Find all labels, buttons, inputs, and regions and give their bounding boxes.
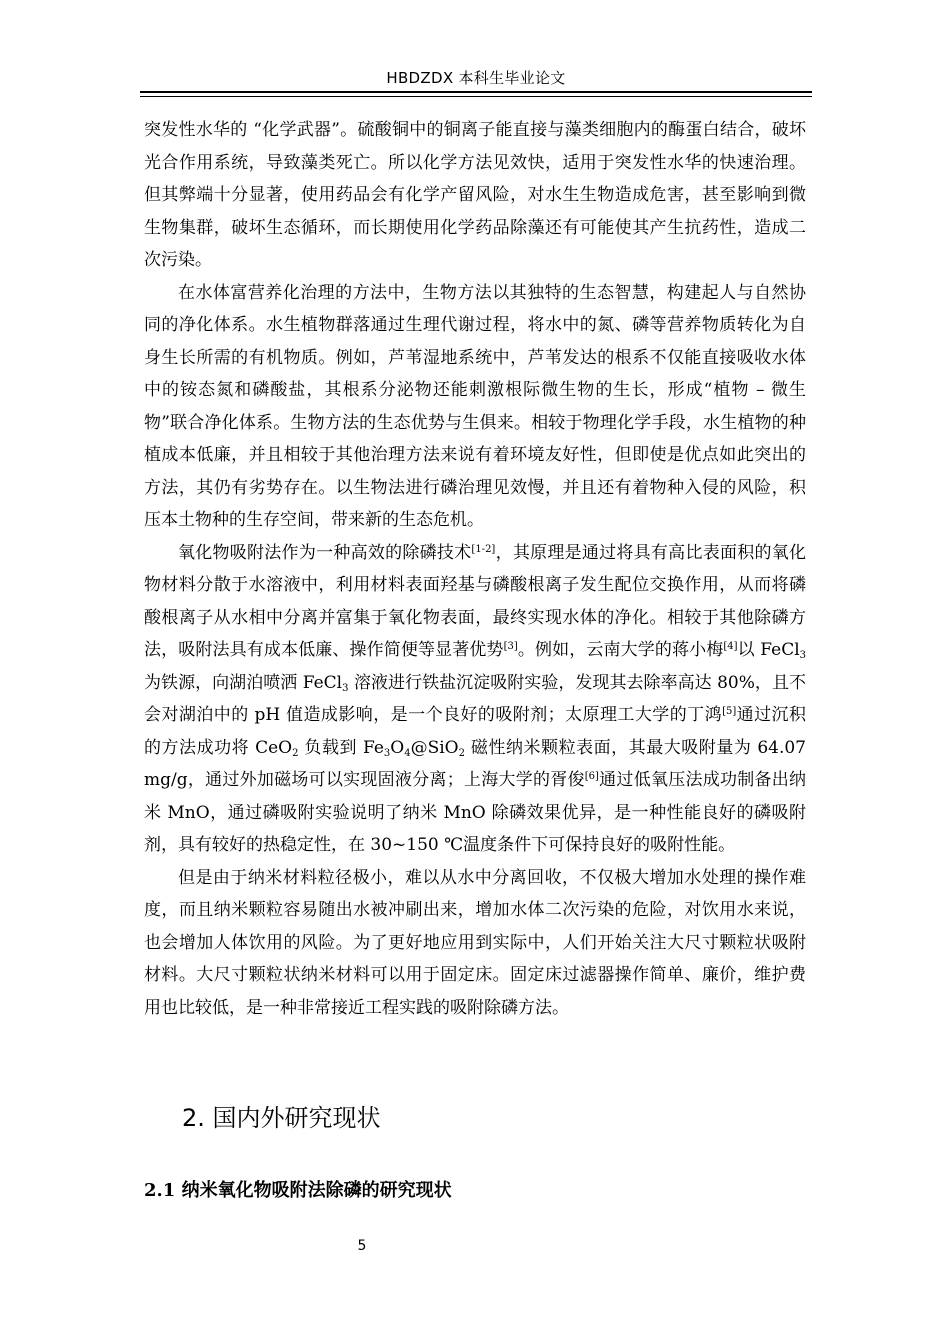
body-text — [144, 114, 806, 1024]
header-rule-thick — [140, 91, 812, 93]
text-run: 以 FeCl — [737, 640, 800, 660]
subscript: 3 — [799, 650, 807, 661]
page-number: 5 — [357, 1238, 367, 1254]
citation: [3] — [503, 641, 518, 652]
paragraph-chemical-method: 突发性水华的 “化学武器”。硫酸铜中的铜离子能直接与藻类细胞内的酶蛋白结合，破坏光合作用系统，导致藻类死亡。所以化学方法见效快，适用于突发性水华的快速治理。但其弊端十分显著，使用药品会有化学产留风险，对水生生物造成危害，甚至影响到微生物集群，破坏生态循环，而长期使用化学药品除藻还有可能使其产生抗药性，造成二次污染。 — [144, 120, 806, 270]
subscript: 3 — [383, 747, 391, 759]
text-run: 氧化物吸附法作为一种高效的除磷技术 — [178, 542, 472, 563]
subscript: 2 — [292, 747, 299, 759]
text-run: ，其原理是通过将具有高比表面积的氧化物材料分散于水溶液中，利用材料表面羟基与磷酸根离子发生配位交换作用，从而将磷酸根离子从水相中分离并富集于氧化物表面，最终实现水体的净化。相较于其他除磷方法，吸附法具有成本低廉、操作简便等显著优势 — [144, 542, 807, 660]
paragraph-nanomaterial-limitations: 但是由于纳米材料粒径极小，难以从水中分离回收，不仅极大增加水处理的操作难度，而且纳米颗粒容易随出水被冲刷出来，增加水体二次污染的危险，对饮用水来说，也会增加人体饮用的风险。为了更好地应用到实际中，人们开始关注大尺寸颗粒状吸附材料。大尺寸颗粒状纳米材料可以用于固定床。固定床过滤器操作简单、廉价，维护费用也比较低，是一种非常接近工程实践的吸附除磷方法。 — [144, 867, 806, 1018]
section-title: 2. 国内外研究现状 — [182, 1104, 381, 1132]
paragraph-biological-method: 在水体富营养化治理的方法中，生物方法以其独特的生态智慧，构建起人与自然协同的净化体系。水生植物群落通过生理代谢过程，将水中的氮、磷等营养物质转化为自身生长所需的有机物质。例如，芦苇湿地系统中，芦苇发达的根系不仅能直接吸收水体中的铵态氮和磷酸盐，其根系分泌物还能刺激根际微生物的生长，形成“植物 – 微生物”联合净化体系。生物方法的生态优势与生俱来。相较于物理化学手段，水生植物的种植成本低廉，并且相较于其他治理方法来说有着环境友好性，但即使是优点如此突出的方法，其仍有劣势存在。以生物法进行磷治理见效慢，并且还有着物种入侵的风险，积压本土物种的生存空间，带来新的生态危机。 — [144, 282, 806, 530]
text-run: 。例如，云南大学的蒋小梅 — [517, 640, 724, 660]
text-run: 溶液进行铁盐沉淀吸附实验，发现其去除率高达 80%，且不会对湖泊中的 pH 值造成影响，是一个良好的吸附剂；太原理工大学的丁鸿 — [144, 672, 806, 725]
text-run: 负载到 Fe — [298, 737, 384, 758]
citation: [6] — [584, 771, 599, 782]
text-run: 磁性纳米颗粒表面，其最大吸附量为 64.07 mg/g，通过外加磁场可以实现固液分离；上海大学的胥俊 — [144, 737, 806, 790]
citation: [5] — [722, 706, 737, 717]
subscript: 4 — [404, 747, 411, 759]
subsection-title: 2.1 纳米氧化物吸附法除磷的研究现状 — [144, 1180, 452, 1201]
text-run: 通过低氧压法成功制备出纳米 MnO，通过磷吸附实验说明了纳米 MnO 除磷效果优异，是一种性能良好的磷吸附剂，具有较好的热稳定性，在 30~150 ℃温度条件下可保持良好的吸附性能。 — [144, 770, 806, 855]
page-header: HBDZDX 本科生毕业论文 — [386, 69, 566, 87]
citation: [4] — [723, 641, 738, 652]
header-rule-thin — [140, 96, 812, 97]
paragraph-oxide-adsorption — [144, 537, 806, 862]
text-run: O — [390, 737, 405, 758]
subscript: 2 — [458, 747, 465, 759]
text-run: 为铁源，向湖泊喷洒 FeCl — [144, 672, 343, 693]
subscript: 3 — [342, 682, 349, 694]
text-run: @SiO — [410, 737, 459, 758]
citation: [1-2] — [471, 543, 496, 555]
text-run: 通过沉积的方法成功将 CeO — [144, 705, 806, 758]
